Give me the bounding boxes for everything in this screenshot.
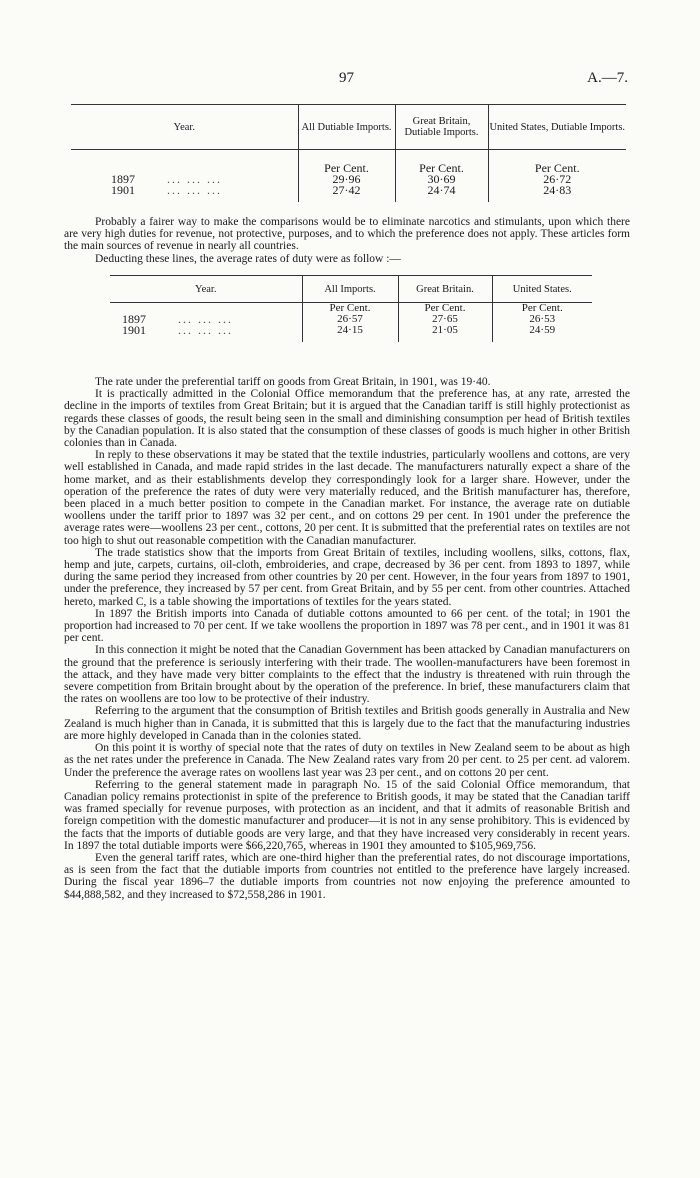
paragraph: On this point it is worthy of special note that the rates of duty on textiles in New Zealand seem to be about as high as the net rates under the preference in Canada. The New Zealand rates vary from 20 per cent. to 25 per cent. ad valorem. Under the preference the average rates on woollens last year was 23 per cent., and on cottons 20 per cent.: [64, 742, 630, 779]
column-header-united-states: United States, Dutiable Imports.: [488, 105, 626, 150]
year-cell: 1901: [111, 183, 135, 197]
column-header-year: Year.: [71, 105, 298, 150]
year-cell: 1897: [122, 312, 146, 326]
unit-label: Per Cent.: [488, 150, 626, 175]
unit-row: [71, 150, 626, 175]
value-cell: 29·96: [298, 174, 395, 185]
unit-label: Per Cent.: [492, 303, 592, 315]
paragraph: The rate under the preferential tariff on goods from Great Britain, in 1901, was 19·40.: [95, 376, 491, 388]
table-row: [71, 185, 626, 196]
column-header-year: Year.: [110, 276, 302, 303]
paragraph: Even the general tariff rates, which are one-third higher than the preferential rates, do not discourage importations, as is seen from the fact that the dutiable imports from countries not entitled to the preference have largely increased. During the fiscal year 1896–7 the dutiable imports from countries not now enjoying the preference amounted to $44,888,582, and they increased to $72,558,286 in 1901.: [64, 851, 630, 901]
column-header-great-britain: Great Britain.: [398, 276, 492, 303]
value-cell: 26·72: [488, 174, 626, 185]
column-header-united-states: United States.: [492, 276, 592, 303]
page-header: [0, 70, 700, 90]
value-cell: 24·15: [302, 325, 398, 336]
table-row: [110, 325, 592, 336]
body-text-section-b: [64, 376, 630, 901]
paragraph: In reply to these observations it may be stated that the textile industries, particularly woollens and cottons, are very well established in Canada, and made rapid strides in the last decade. The manufacturers naturally expect a share of the home market, and as their establishments develop they correspondingly look for a larger share. However, under the operation of the preference the rates of duty were very materially reduced, and the British manufacturer has, therefore, been placed in a much better position to compete in the Canadian market. For instance, the average rate on dutiable woollens under the tariff prior to 1897 was 32 per cent., and on cottons 29 per cent. In 1901 under the preference the average rates were—woollens 23 per cent., cottons, 20 per cent. It is submitted that the preferential rates on textiles are not too high to shut out reasonable competition with the Canadian manufacturer.: [64, 449, 630, 547]
paragraph: The trade statistics show that the imports from Great Britain of textiles, including woollens, silks, cottons, flax, hemp and jute, carpets, curtains, oil-cloth, embroideries, and crape, decreased by 36 per cent. from 1893 to 1897, while during the same period they increased from other countries by 20 per cent. However, in the four years from 1897 to 1901, under the preference, they increased by 57 per cent. from Great Britain, and by 55 per cent. from other countries. Attached hereto, marked C, is a table showing the importations of textiles for the years stated.: [64, 546, 630, 608]
leader-dots: ... ... ...: [178, 323, 233, 337]
paragraph: In this connection it might be noted that the Canadian Government has been attacked by Canadian manufacturers on the ground that the preference is seriously interfering with their trade. The woollen-manufacturers have been foremost in the attack, and they have made very bitter complaints to the effect that the industry is threatened with ruin through the severe competition from Britain brought about by the operation of the preference. In brief, these manufacturers claim that the rates on woollens are too low to be protective of their industry.: [64, 644, 630, 706]
paragraph: Referring to the argument that the consumption of British textiles and British goods generally in Australia and New Zealand is much higher than in Canada, it is submitted that this is largely due to the fact that the manufacturing industries are more highly developed in Canada than in the colonies stated.: [64, 705, 630, 742]
table-header-row: [71, 105, 626, 150]
body-text-section-a: [64, 216, 630, 265]
column-header-great-britain: Great Britain, Dutiable Imports.: [395, 105, 488, 150]
unit-label: Per Cent.: [398, 303, 492, 315]
paragraph: Probably a fairer way to make the comparisons would be to eliminate narcotics and stimulants, upon which there are very high duties for revenue, not protective, purposes, and to which the preference does not apply. These articles form the main sources of revenue in nearly all countries.: [64, 216, 630, 253]
value-cell: 24·74: [395, 185, 488, 196]
value-cell: 27·42: [298, 185, 395, 196]
paragraph: It is practically admitted in the Colonial Office memorandum that the preference has, at any rate, arrested the decline in the imports of textiles from Great Britain; but it is argued that the Canadian tariff is still highly protectionist as regards these classes of goods, the result being seen in the small and diminishing consumption per head of British textiles by the Canadian population. It is also stated that the consumption of these classes of goods is much higher in other British colonies than in Canada.: [64, 388, 630, 450]
leader-dots: ... ... ...: [178, 312, 233, 326]
value-cell: 21·05: [398, 325, 492, 336]
document-code: A.—7.: [587, 70, 628, 86]
unit-label: Per Cent.: [302, 303, 398, 315]
value-cell: 30·69: [395, 174, 488, 185]
unit-label: Per Cent.: [298, 150, 395, 175]
table-header-row: [110, 276, 592, 303]
year-cell: 1901: [122, 323, 146, 337]
value-cell: 27·65: [398, 314, 492, 325]
leader-dots: ... ... ...: [167, 183, 222, 197]
value-cell: 24·83: [488, 185, 626, 196]
paragraph: Deducting these lines, the average rates of duty were as follow :—: [95, 252, 401, 265]
average-rates-table: [110, 275, 592, 342]
value-cell: 26·53: [492, 314, 592, 325]
dutiable-imports-table: [71, 104, 626, 202]
page-number: 97: [339, 70, 354, 86]
value-cell: 24·59: [492, 325, 592, 336]
paragraph: In 1897 the British imports into Canada of dutiable cottons amounted to 66 per cent. of the total; in 1901 the proportion had increased to 70 per cent. If we take woollens the proportion in 1897 was 78 per cent., and in 1901 it was 81 per cent.: [64, 607, 630, 645]
unit-label: Per Cent.: [395, 150, 488, 175]
leader-dots: ... ... ...: [167, 172, 222, 186]
column-header-all: All Imports.: [302, 276, 398, 303]
column-header-all: All Dutiable Imports.: [298, 105, 395, 150]
paragraph: Referring to the general statement made in paragraph No. 15 of the said Colonial Office memorandum, that Canadian policy remains protectionist in spite of the preference to British goods, it may be stated that the Canadian tariff was framed specially for revenue purposes, with protection as an incident, and that it admits of reasonable British and foreign competition with the domestic manufacturer and producer—it is not in any sense prohibitory. This is evidenced by the facts that the imports of dutiable goods are very large, and that they have increased very considerably in recent years. In 1897 the total dutiable imports were $66,220,765, whereas in 1901 they amounted to $105,969,756.: [64, 778, 630, 852]
value-cell: 26·57: [302, 314, 398, 325]
year-cell: 1897: [111, 172, 135, 186]
